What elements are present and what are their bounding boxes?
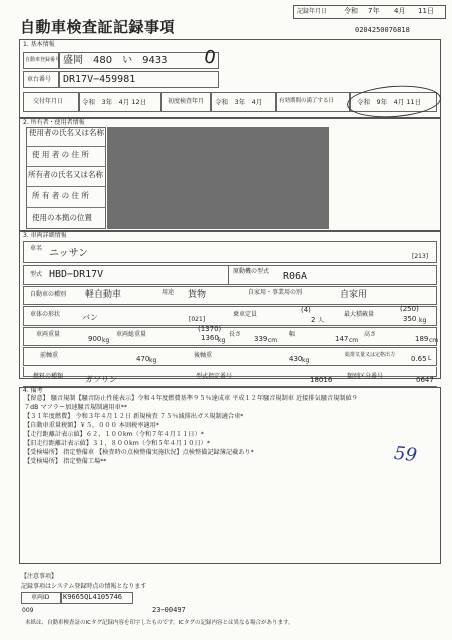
gross-unit: kg <box>218 337 226 344</box>
remark-line: 【留意】 騒音規制【騒音防止性能表示】令和４年度燃費基準９５％達成車 平成１２年騒音規制車 近接排気騒音規制値９ <box>24 395 358 402</box>
remark-line: 【受検場所】 指定整備工場** <box>24 458 107 465</box>
first-reg-label: 初度検査年月 <box>168 98 205 105</box>
owner-row-divider-2 <box>26 166 106 167</box>
use-value: 貨物 <box>188 290 207 300</box>
length-label: 長さ <box>229 331 242 338</box>
first-reg-value: 令和 3年 4月 <box>215 98 263 106</box>
remark-line: ７dB マフラー加速騒音規制適用車** <box>24 404 127 411</box>
record-date-label: 記録年月日 <box>297 8 328 15</box>
reg-no-value: 盛岡 480 い 9433 <box>63 55 168 66</box>
gross-value: 1360 <box>201 334 219 342</box>
cat-no-value: 0647 <box>416 376 434 384</box>
owner-row-divider-4 <box>26 207 106 208</box>
handwritten-note: 59 <box>393 442 418 467</box>
document-title: 自動車検査証記録事項 <box>20 18 176 36</box>
capacity-unit: 人 <box>318 317 325 324</box>
expiry-label: 有効期間の満了する日 <box>279 98 335 104</box>
rear-value: 430 <box>289 355 303 363</box>
width-label: 幅 <box>289 331 296 338</box>
issue-value: 令和 3年 4月 12日 <box>82 98 147 106</box>
private-label: 自家用・事業用の別 <box>248 289 303 296</box>
remarks-lines <box>24 396 438 468</box>
length-unit: cm <box>268 337 278 344</box>
remark-line: 【３１年度燃費】 令和３年４月１２日 新規検査 ７５％減排出ガス規制適合車* <box>24 413 244 420</box>
chassis-label: 車台番号 <box>27 76 52 83</box>
width-value: 147 <box>335 335 349 343</box>
owner-row-base-location: 使用の本拠の位置 <box>32 213 92 222</box>
kind-value: 軽自動車 <box>85 290 122 300</box>
width-unit: cm <box>349 337 359 344</box>
type-no-value: 18016 <box>310 376 333 384</box>
chassis-value: DR17V−459981 <box>63 74 136 85</box>
type-no-label: 型式指定番号 <box>196 373 233 380</box>
owner-row-owner-name: 所有者の氏名又は名称 <box>28 170 103 179</box>
record-date-year: 7年 <box>368 7 380 15</box>
capacity-paren: (4) <box>301 306 311 314</box>
front-value: 470 <box>136 355 150 363</box>
height-label: 高さ <box>364 331 377 338</box>
owner-info-redaction <box>107 127 329 229</box>
gross-paren: (1370) <box>198 325 222 333</box>
maxload-paren: (250) <box>400 305 419 313</box>
remark-line: 【受検場所】 指定整備車 【検査時の点検整備実施状況】点検整備記録簿記載あり* <box>24 449 254 456</box>
length-value: 339 <box>254 335 268 343</box>
kind-label: 自動車の種別 <box>30 291 67 298</box>
maker-value: ニッサン <box>49 248 89 259</box>
owner-row-owner-address: 所 有 者 の 住 所 <box>32 191 89 200</box>
footer-notice: 本紙は、自動車検査証のICタグ記録内容を印字したものです。ICタグの記録内容とは異なる場合があります。 <box>25 620 294 626</box>
owner-row-user-name: 使用者の氏名又は名称 <box>29 128 104 137</box>
front-label: 前軸重 <box>40 352 59 359</box>
vehicle-heading: 3. 車両詳細情報 <box>23 232 67 239</box>
rear-label: 後軸重 <box>194 352 213 359</box>
record-date-day: 11日 <box>418 7 434 15</box>
reg-no-label: 自動車登録番号 <box>25 57 61 63</box>
maxload-label: 最大積載量 <box>344 311 375 318</box>
weight-unit: kg <box>102 337 110 344</box>
vehicle-id-value: K9665QL4105746 <box>63 593 123 601</box>
remark-line: 【旧走行距離計表示値】３１，８００km（令和５年４月１０日）* <box>24 440 210 447</box>
fuel-value: ガソリン <box>85 375 117 384</box>
model-value: HBD−DR17V <box>49 269 104 280</box>
model-divider <box>228 265 229 285</box>
owner-heading: 2. 所有者・使用者情報 <box>23 119 85 126</box>
body-code: [021] <box>189 316 206 323</box>
footer-code: 23−00497 <box>152 606 186 614</box>
vehicle-id-label: 車両ID <box>31 594 50 601</box>
remark-line: 【自動車重量税額】￥５，０００ 本則税率適用* <box>24 422 159 429</box>
basic-info-heading: 1. 基本情報 <box>23 41 55 48</box>
gross-label: 車両総重量 <box>116 331 147 338</box>
maker-label: 車名 <box>30 245 43 252</box>
use-label: 用途 <box>162 289 175 296</box>
capacity-label: 乗車定員 <box>233 311 258 318</box>
owner-row-user-address: 使 用 者 の 住 所 <box>32 150 89 159</box>
model-label: 型式 <box>30 271 43 278</box>
maxload-value: 350 <box>403 315 417 323</box>
disp-value: 0.65 <box>411 355 427 363</box>
fuel-label: 燃料の種類 <box>33 373 64 380</box>
remark-line: 【走行距離計表示値】６２，１００km（令和７年４月１１日）* <box>24 431 204 438</box>
footer-prefix: 009 <box>22 607 34 614</box>
disp-label: 総排気量又は定格出力 <box>345 352 396 358</box>
engine-label: 原動機の型式 <box>233 268 270 275</box>
reg-no-handwritten-circle: 0 <box>202 46 218 69</box>
rear-unit: kg <box>302 357 310 364</box>
document-number: 0204250076818 <box>355 26 410 34</box>
weight-value: 900 <box>88 335 102 343</box>
record-date-era: 令和 <box>344 7 358 15</box>
engine-value: R06A <box>283 271 308 282</box>
height-value: 189 <box>415 335 429 343</box>
footer-line1: 記録事項はシステム登録時点の情報となります <box>21 583 147 590</box>
remarks-heading: 4. 備考 <box>23 387 43 394</box>
maxload-unit: kg <box>419 317 427 324</box>
record-date-month: 4月 <box>394 7 406 15</box>
cat-no-label: 類別区分番号 <box>347 373 384 380</box>
owner-row-divider-1 <box>26 146 106 147</box>
owner-row-divider-3 <box>26 186 106 187</box>
weight-label: 車両重量 <box>36 331 61 338</box>
private-value: 自家用 <box>340 290 368 300</box>
disp-unit: L <box>428 355 432 362</box>
front-unit: kg <box>149 357 157 364</box>
body-label: 車体の形状 <box>30 311 61 318</box>
footer-heading: 【注意事項】 <box>21 573 58 580</box>
height-unit: cm <box>429 337 439 344</box>
expiry-value: 令和 9年 4月 11日 <box>357 98 422 106</box>
maker-code: [213] <box>412 253 429 260</box>
issue-label: 交付年月日 <box>33 98 64 105</box>
capacity-value: 2 <box>311 316 316 324</box>
body-value: バン <box>82 313 98 322</box>
